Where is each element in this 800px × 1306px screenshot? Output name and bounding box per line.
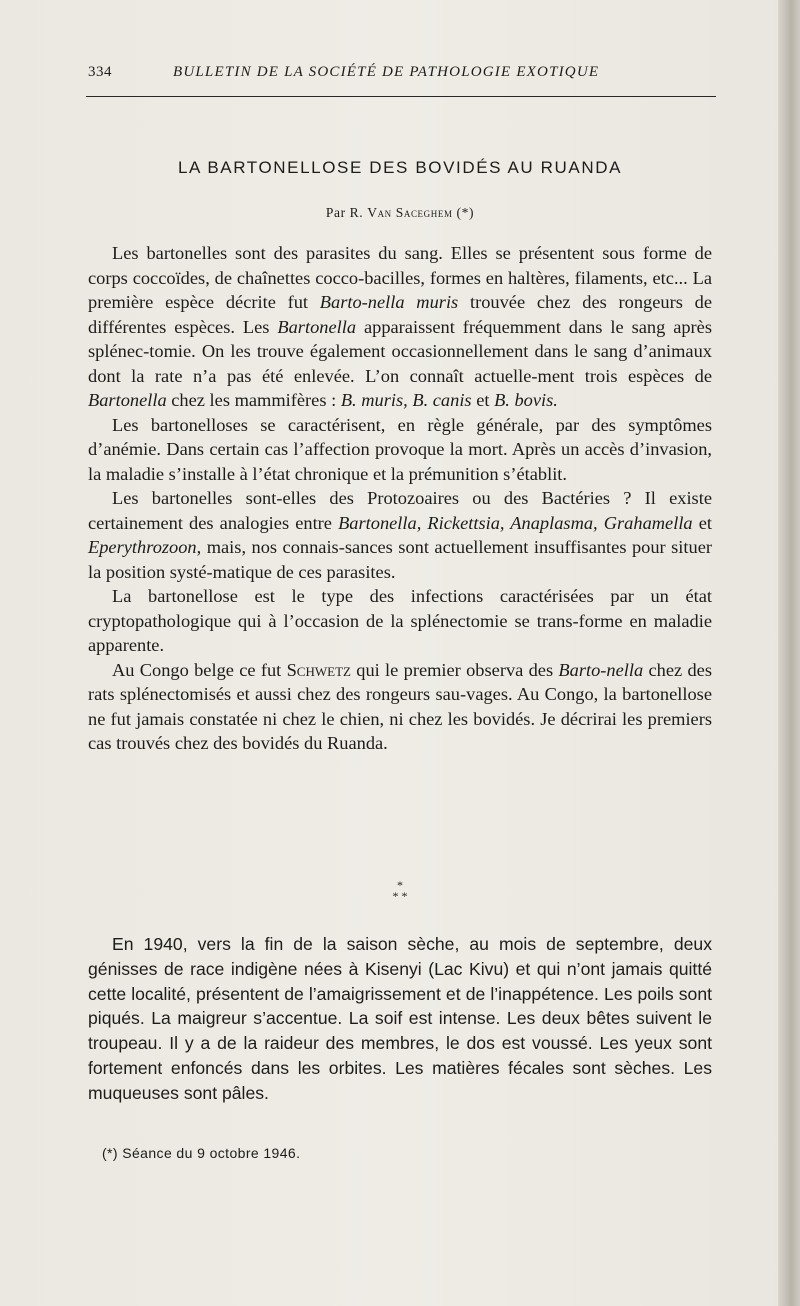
article-body <box>88 241 712 756</box>
italic-term: Bartonella <box>277 316 357 337</box>
text-run: Les bartonelles sont des parasites du sang. Elles se présentent sous forme de corps coccoïdes, de chaînettes cocco-bacilles, formes en haltères, filaments, etc... La première espèce décrite fut <box>88 243 712 312</box>
text-run: et <box>471 390 495 410</box>
italic-term: Bartonella <box>88 390 167 410</box>
header-rule <box>86 96 716 97</box>
article-body-continued <box>88 932 712 1106</box>
text-run: trouvée chez des rongeurs de différentes espèces. Les <box>88 292 712 337</box>
text-run: Au Congo belge ce fut <box>112 659 287 680</box>
journal-title: BULLETIN DE LA SOCIÉTÉ DE PATHOLOGIE EXOTIQUE <box>173 64 600 80</box>
text-run: Les bartonelloses se caractérisent, en règle générale, par des symptômes d’anémie. Dans certain cas l’affection provoque la mort. Après un accès d’invasion, la maladie s’installe à l’état chronique et la prémunition s’établit. <box>88 414 712 484</box>
separator-line-2: * * <box>392 889 408 903</box>
text-run: et <box>692 512 712 533</box>
paragraph <box>88 486 712 584</box>
author-name: Van Sacеghem <box>367 205 453 220</box>
text-run: apparaissent fréquemment dans le sang après splénec-tomie. On les trouve également occasionnellement dans le sang d’animaux dont la rate n’a pas été enlevée. L’on connaît actuelle-ment trois espèces de <box>88 316 712 386</box>
article-title: LA BARTONELLOSE DES BOVIDÉS AU RUANDA <box>177 158 623 177</box>
book-spine-shadow <box>778 0 800 1306</box>
footnote-marker: (*) <box>452 205 475 220</box>
text-run: chez les mammifères : <box>166 390 341 410</box>
italic-term: Eperythrozoon <box>88 537 197 557</box>
small-caps-name: Schwetz <box>286 659 351 680</box>
text-run: Les bartonelles sont-elles des Protozoaires ou des Bactéries ? Il existe certainement des analogies entre <box>88 488 712 533</box>
text-run: , mais, nos connais-sances sont actuellement insuffisantes pour situer la position systé-matique de ces parasites. <box>88 537 712 582</box>
paragraph <box>88 413 712 487</box>
paragraph <box>88 584 712 658</box>
footnote: (*) Séance du 9 octobre 1946. <box>102 1145 301 1161</box>
italic-term: B. muris, B. canis <box>340 390 472 410</box>
italic-term: Bartonella, Rickettsia, Anaplasma, Grahamella <box>338 512 693 533</box>
text-run: chez des rats splénectomisés et aussi chez des rongeurs sau-vages. Au Congo, la bartonellose ne fut jamais constatée ni chez le chien, ni chez les bovidés. Je décrirai les premiers cas trouvés chez des bovidés du Ruanda. <box>88 659 712 753</box>
section-separator <box>88 880 712 902</box>
byline <box>88 205 712 221</box>
text-run: qui le premier observa des <box>350 659 559 680</box>
italic-term: B. bovis. <box>494 390 558 410</box>
paragraph <box>88 241 712 413</box>
page-number: 334 <box>88 64 112 80</box>
separator-line-1: * <box>397 878 403 892</box>
text-run: La bartonellose est le type des infections caractérisées par un état cryptopathologique qui à l’occasion de la splénectomie se trans-forme en maladie apparente. <box>88 586 712 655</box>
italic-term: Barto-nella <box>558 659 644 680</box>
text-run: En 1940, vers la fin de la saison sèche, au mois de septembre, deux génisses de race indigène nées à Kisenyi (Lac Kivu) et qui n’ont jamais quitté cette localité, présentent de l’amaigrissement et de l’inappétence. Les poils sont piqués. La maigreur s’accentue. La soif est intense. Les deux bêtes suivent le troupeau. Il y a de la raideur des membres, le dos est voussé. Les yeux sont fortement enfoncés dans les orbites. Les matières fécales sont sèches. Les muqueuses sont pâles. <box>88 934 712 1103</box>
paragraph <box>88 658 712 756</box>
italic-term: Barto-nella muris <box>319 292 459 312</box>
paragraph <box>88 932 712 1106</box>
byline-prefix: Par R. <box>325 205 368 220</box>
